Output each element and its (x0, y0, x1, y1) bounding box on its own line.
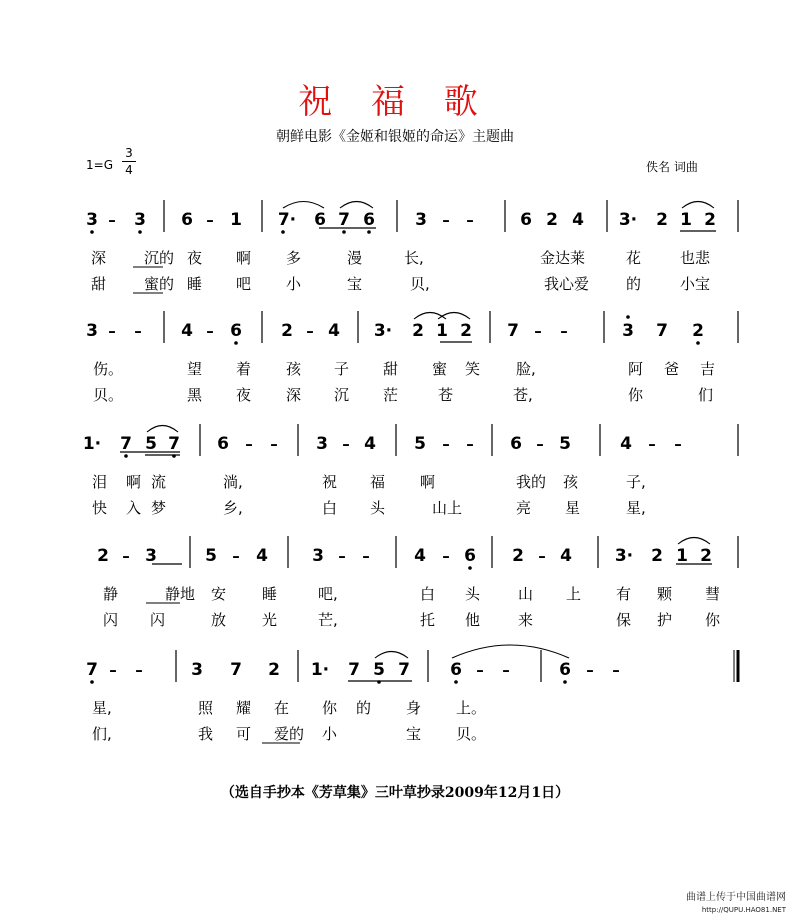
note: 4 (364, 434, 376, 454)
dash-mark: – (135, 661, 143, 679)
note: 1· (82, 434, 102, 454)
slur (147, 426, 178, 433)
lyric-verse2: 你 (628, 386, 644, 404)
lyric-verse1: 在 (274, 699, 290, 717)
dash-mark: – (534, 322, 542, 340)
lyric-verse2: 头 (370, 499, 386, 517)
lyric-verse2: 宝 (406, 725, 422, 743)
composer-credit: 佚名 词曲 (646, 160, 698, 174)
lyric-verse1: 吉 (700, 360, 716, 378)
note: 2 (704, 210, 716, 230)
lyric-verse1: 星, (92, 699, 112, 717)
lyric-verse2: 夜 (236, 386, 252, 404)
lyric-verse2: 光 (262, 611, 278, 629)
note: 7· (277, 210, 297, 230)
note: 4 (328, 321, 340, 341)
note: 7 (656, 321, 668, 341)
lyric-verse1: 夜 (187, 249, 203, 267)
octave-dot-low (124, 454, 128, 458)
lyric-verse2: 闪 (150, 611, 166, 629)
octave-dot-low (342, 230, 346, 234)
lyric-verse1: 身 (406, 699, 422, 717)
source-note: （选自手抄本《芳草集》三叶草抄录2009年12月1日） (220, 785, 570, 801)
lyric-verse2: 乡, (223, 499, 243, 517)
octave-dot-high (626, 315, 630, 319)
note: 7 (86, 660, 98, 680)
note: 3 (316, 434, 328, 454)
dash-mark: – (122, 547, 130, 565)
dash-mark: – (466, 435, 474, 453)
slur (438, 313, 470, 320)
lyric-verse2: 托 (420, 611, 436, 629)
dash-mark: – (466, 211, 474, 229)
lyric-verse2: 苍, (513, 386, 533, 404)
slur (283, 202, 324, 209)
note: 4 (414, 546, 426, 566)
dash-mark: – (612, 661, 620, 679)
lyric-verse1: 山 (518, 585, 534, 603)
note: 2 (546, 210, 558, 230)
note: 4 (620, 434, 632, 454)
lyric-verse1: 脸, (516, 360, 536, 378)
lyric-verse1: 阿 (628, 360, 644, 378)
lyric-verse2: 入 (126, 499, 142, 517)
lyric-verse1: 静 (103, 585, 119, 603)
octave-dot-low (367, 230, 371, 234)
lyric-verse1: 的 (356, 699, 372, 717)
note: 5 (373, 660, 385, 680)
lyric-verse1: 啊 (236, 249, 252, 267)
watermark (686, 892, 786, 916)
lyric-verse2: 我心爱 (544, 275, 590, 293)
lyric-verse2: 爱的 (274, 725, 305, 743)
dash-mark: – (232, 547, 240, 565)
lyric-verse1: 泪 (92, 473, 108, 491)
lyric-verse2: 梦 (151, 499, 167, 517)
lyric-verse1: 着 (236, 360, 252, 378)
lyric-verse1: 淌, (223, 473, 243, 491)
dash-mark: – (586, 661, 594, 679)
lyric-verse1: 啊 (420, 473, 436, 491)
dash-mark: – (476, 661, 484, 679)
note: 6 (181, 210, 193, 230)
lyric-verse2: 白 (322, 499, 338, 517)
note: 6 (520, 210, 532, 230)
lyric-verse2: 睡 (187, 275, 203, 293)
time-signature-bottom: 4 (122, 161, 136, 178)
lyric-verse2: 们, (92, 725, 112, 743)
note: 1 (436, 321, 448, 341)
note: 1 (230, 210, 242, 230)
dash-mark: – (674, 435, 682, 453)
lyric-verse2: 快 (92, 499, 108, 517)
lyric-verse1: 深 (91, 249, 107, 267)
note: 5 (145, 434, 157, 454)
note: 2 (700, 546, 712, 566)
note: 2 (651, 546, 663, 566)
dash-mark: – (270, 435, 278, 453)
octave-dot-low (696, 341, 700, 345)
note: 1 (680, 210, 692, 230)
note: 4 (572, 210, 584, 230)
lyric-verse2: 星 (565, 499, 581, 517)
note: 6 (230, 321, 242, 341)
dash-mark: – (206, 322, 214, 340)
note: 2 (692, 321, 704, 341)
lyric-verse1: 子 (334, 360, 350, 378)
octave-dot-low (454, 680, 458, 684)
note: 3 (86, 210, 98, 230)
lyric-verse2: 蜜的 (144, 275, 175, 293)
lyric-verse2: 可 (236, 725, 252, 743)
lyric-verse1: 子, (626, 473, 646, 491)
dash-mark: – (109, 661, 117, 679)
lyric-verse2: 护 (657, 611, 673, 629)
watermark-line1: 曲谱上传于中国曲谱网 (686, 892, 786, 903)
note: 6 (510, 434, 522, 454)
lyric-verse1: 白 (420, 585, 436, 603)
note: 2 (512, 546, 524, 566)
lyric-verse2: 你 (705, 611, 721, 629)
note: 6 (450, 660, 462, 680)
lyric-verse2: 闪 (103, 611, 119, 629)
lyric-verse2: 沉 (334, 386, 350, 404)
dash-mark: – (108, 211, 116, 229)
note: 2 (268, 660, 280, 680)
dash-mark: – (206, 211, 214, 229)
slur (678, 538, 710, 545)
watermark-line2: http://QUPU.HAO81.NET (701, 906, 786, 914)
lyric-verse1: 多 (286, 249, 302, 267)
note: 6 (464, 546, 476, 566)
lyric-verse1: 漫 (347, 249, 363, 267)
lyric-verse2: 小 (286, 275, 302, 293)
lyric-verse1: 福 (370, 473, 386, 491)
lyric-verse2: 黑 (187, 386, 203, 404)
dash-mark: – (560, 322, 568, 340)
lyric-verse1: 照 (198, 699, 214, 717)
dash-mark: – (134, 322, 142, 340)
lyric-verse1: 啊 (126, 473, 142, 491)
lyric-verse2: 亮 (516, 499, 532, 517)
note: 7 (338, 210, 350, 230)
slur (340, 202, 373, 209)
lyric-verse1: 我的 (516, 473, 547, 491)
note: 6 (363, 210, 375, 230)
note: 7 (348, 660, 360, 680)
lyric-verse2: 星, (626, 499, 646, 517)
page-subtitle: 朝鲜电影《金姬和银姬的命运》主题曲 (276, 129, 514, 145)
lyric-verse1: 有 (616, 585, 632, 603)
lyric-verse2: 深 (286, 386, 302, 404)
lyric-verse1: 沉的 (144, 249, 175, 267)
lyric-verse2: 贝。 (456, 725, 487, 743)
lyric-verse1: 你 (322, 699, 338, 717)
lyric-verse1: 笑 (465, 360, 481, 378)
lyric-verse1: 上。 (456, 699, 487, 717)
octave-dot-low (90, 230, 94, 234)
dash-mark: – (502, 661, 510, 679)
note: 4 (181, 321, 193, 341)
note: 6 (559, 660, 571, 680)
page-title: 祝 福 歌 (298, 82, 492, 122)
dash-mark: – (442, 211, 450, 229)
dash-mark: – (245, 435, 253, 453)
lyric-verse1: 颗 (657, 585, 673, 603)
note: 3 (191, 660, 203, 680)
lyric-verse1: 也悲 (680, 249, 711, 267)
lyric-verse2: 他 (465, 611, 481, 629)
lyric-verse2: 我 (198, 725, 214, 743)
note: 3 (86, 321, 98, 341)
note: 7 (398, 660, 410, 680)
note: 2 (97, 546, 109, 566)
lyric-verse1: 安 (211, 585, 227, 603)
lyric-verse1: 金达莱 (540, 249, 586, 267)
note: 6 (217, 434, 229, 454)
lyric-verse2: 宝 (347, 275, 363, 293)
octave-dot-low (90, 680, 94, 684)
lyric-verse1: 孩 (563, 473, 579, 491)
lyric-verse2: 苍 (438, 386, 454, 404)
dash-mark: – (648, 435, 656, 453)
note: 7 (168, 434, 180, 454)
lyric-verse2: 芒, (318, 611, 338, 629)
octave-dot-low (281, 230, 285, 234)
lyric-verse2: 山上 (432, 499, 463, 517)
note: 4 (256, 546, 268, 566)
note: 5 (559, 434, 571, 454)
slur (452, 645, 569, 658)
note: 7 (507, 321, 519, 341)
lyric-verse1: 望 (187, 360, 203, 378)
octave-dot-low (563, 680, 567, 684)
note: 4 (560, 546, 572, 566)
note: 1· (310, 660, 330, 680)
note: 3· (618, 210, 638, 230)
slur (375, 652, 408, 659)
slur (414, 313, 446, 320)
note: 7 (120, 434, 132, 454)
lyric-verse1: 爸 (664, 360, 680, 378)
lyric-verse2: 小宝 (680, 275, 711, 293)
note: 7 (230, 660, 242, 680)
lyric-verse2: 吧 (236, 275, 252, 293)
lyric-verse1: 蜜 (432, 360, 448, 378)
slur (682, 202, 714, 209)
octave-dot-low (234, 341, 238, 345)
dash-mark: – (108, 322, 116, 340)
lyric-verse2: 的 (626, 275, 642, 293)
lyric-verse2: 甜 (91, 275, 107, 293)
dash-mark: – (442, 435, 450, 453)
dash-mark: – (338, 547, 346, 565)
lyric-verse1: 睡 (262, 585, 278, 603)
lyric-verse1: 吧, (318, 585, 338, 603)
dash-mark: – (362, 547, 370, 565)
dash-mark: – (342, 435, 350, 453)
lyric-verse1: 伤。 (93, 360, 124, 378)
note: 3· (373, 321, 393, 341)
lyric-verse1: 孩 (286, 360, 302, 378)
lyric-verse2: 放 (211, 611, 227, 629)
lyric-verse2: 小 (322, 725, 338, 743)
note: 2 (460, 321, 472, 341)
lyric-verse2: 贝, (410, 275, 430, 293)
lyric-verse2: 贝。 (93, 386, 124, 404)
lyric-verse2: 来 (518, 611, 534, 629)
lyric-verse2: 茫 (383, 386, 399, 404)
lyric-verse1: 上 (566, 585, 582, 603)
note: 3 (312, 546, 324, 566)
lyric-verse1: 耀 (236, 699, 252, 717)
note: 3 (134, 210, 146, 230)
note: 2 (412, 321, 424, 341)
lyric-verse1: 祝 (322, 473, 338, 491)
lyric-verse1: 甜 (383, 360, 399, 378)
note: 2 (281, 321, 293, 341)
note: 3 (145, 546, 157, 566)
lyric-verse1: 花 (626, 249, 642, 267)
lyric-verse2: 保 (616, 611, 632, 629)
dash-mark: – (442, 547, 450, 565)
dash-mark: – (538, 547, 546, 565)
note: 5 (205, 546, 217, 566)
note: 3 (622, 321, 634, 341)
note: 5 (414, 434, 426, 454)
key-signature: 1=G (86, 158, 113, 172)
note: 3· (614, 546, 634, 566)
dash-mark: – (536, 435, 544, 453)
lyric-verse1: 长, (404, 249, 424, 267)
lyric-verse1: 彗 (705, 585, 721, 603)
octave-dot-low (468, 566, 472, 570)
note: 1 (676, 546, 688, 566)
octave-dot-low (138, 230, 142, 234)
dash-mark: – (306, 322, 314, 340)
note: 6 (314, 210, 326, 230)
lyric-verse1: 流 (151, 473, 167, 491)
note: 2 (656, 210, 668, 230)
note: 3 (415, 210, 427, 230)
lyric-verse2: 们 (698, 386, 714, 404)
time-signature-top: 3 (125, 146, 133, 160)
lyric-verse1: 静地 (165, 585, 196, 603)
lyric-verse1: 头 (465, 585, 481, 603)
